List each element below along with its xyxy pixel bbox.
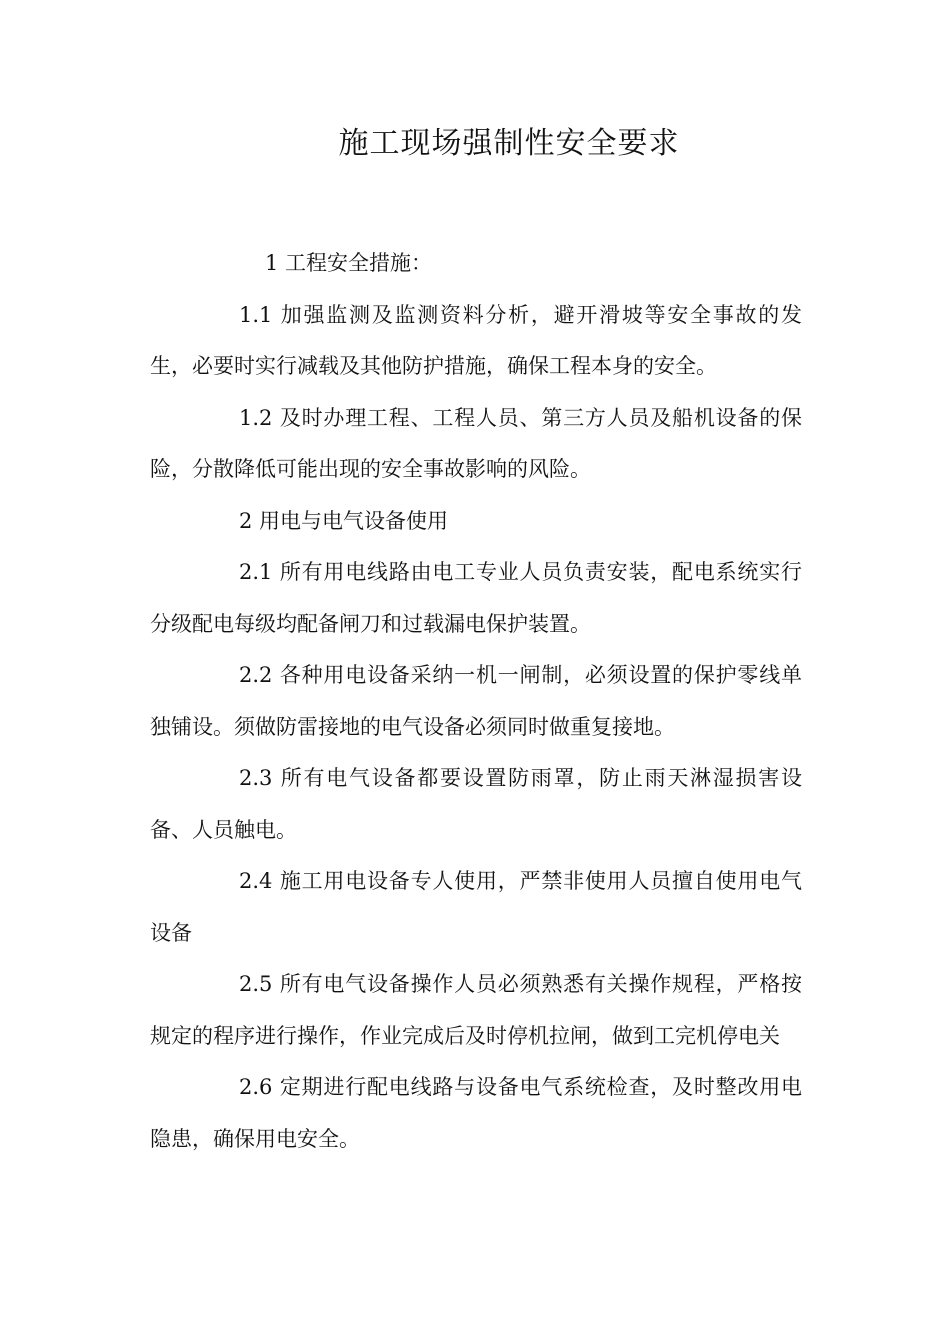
paragraph-2-4: 2.4 施工用电设备专人使用，严禁非使用人员擅自使用电气设备 [150,869,802,945]
section-heading-1: 1 工程安全措施： [265,251,433,275]
paragraph-1-1: 1.1 加强监测及监测资料分析，避开滑坡等安全事故的发生，必要时实行减载及其他防护措施，确保工程本身的安全。 [150,302,802,378]
document-title: 施工现场强制性安全要求 [338,126,680,161]
paragraph-2-6: 2.6 定期进行配电线路与设备电气系统检查，及时整改用电隐患，确保用电安全。 [150,1075,802,1151]
paragraph-1-2: 1.2 及时办理工程、工程人员、第三方人员及船机设备的保险，分散降低可能出现的安全事故影响的风险。 [150,405,802,481]
paragraph-2-3: 2.3 所有电气设备都要设置防雨罩，防止雨天淋湿损害设备、人员触电。 [150,766,802,842]
paragraph-2-2: 2.2 各种用电设备采纳一机一闸制，必须设置的保护零线单独铺设。须做防雷接地的电气设备必须同时做重复接地。 [150,663,802,739]
paragraph-2-1: 2.1 所有用电线路由电工专业人员负责安装，配电系统实行分级配电每级均配备闸刀和过载漏电保护装置。 [150,560,802,636]
document-body [150,238,802,1165]
paragraph-2-5: 2.5 所有电气设备操作人员必须熟悉有关操作规程，严格按规定的程序进行操作，作业完成后及时停机拉闸，做到工完机停电关 [150,972,802,1048]
section-heading-2: 2 用电与电气设备使用 [239,508,449,533]
